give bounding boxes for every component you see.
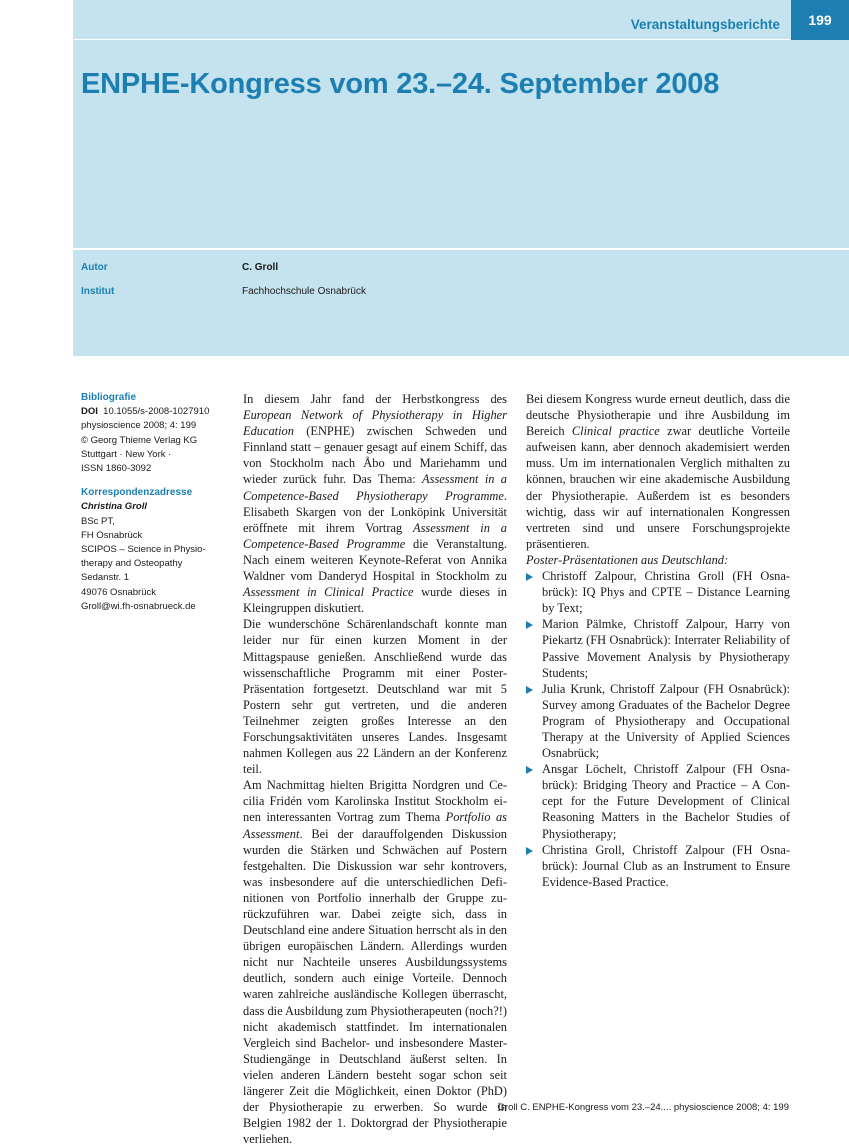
correspondence-line: therapy and Osteopathy <box>81 558 183 570</box>
text-run: (ENPHE) zwischen Schweden und Finnland statt – genauer gesagt auf einem Schiff, das von Stockholm nach Åbo und Mariehamm und wieder zurück fuhr. Das Thema: <box>243 424 507 487</box>
text-run-italic: Assessment in a Competence-Based Physiotherapy Programme <box>243 472 507 503</box>
section-label: Veranstaltungsberichte <box>630 17 780 32</box>
triangle-bullet-icon <box>526 766 533 774</box>
copyright-line: © Georg Thieme Verlag KG <box>81 434 198 446</box>
triangle-bullet-icon <box>526 847 533 855</box>
poster-entry: Christina Groll, Christoff Zalpour (FH Osnabrück): Journal Club as an Instrument to Ensure Evidence-Based Practice. <box>542 842 790 889</box>
correspondence-line: SCIPOS – Science in Physio- <box>81 544 206 556</box>
header-divider <box>73 39 849 40</box>
list-item <box>526 681 790 761</box>
text-run: In diesem Jahr fand der Herbstkongress des <box>243 392 507 406</box>
bibliography-heading: Bibliografie <box>81 392 137 403</box>
text-run-italic: European Network of Physiotherapy in Higher Education <box>243 408 507 439</box>
page-number: 199 <box>791 0 849 40</box>
text-run: Am Nachmittag hielten Brigitta Nordgren und Cecilia Fridén vom Karolinska Institut Stockholm einen interessanten Vortrag zum Thema <box>243 778 507 825</box>
meta-band <box>73 250 849 356</box>
text-run: wurde dieses in Kleingruppen diskutiert. <box>243 585 507 616</box>
body-column-1 <box>243 391 507 1147</box>
text-run-italic: Portfolio as Assessment <box>243 810 507 841</box>
correspondence-email: Groll@wi.fh-osnabrueck.de <box>81 600 196 612</box>
paragraph-intro <box>243 391 507 616</box>
author-value: C. Groll <box>242 262 279 273</box>
correspondence-line: 49076 Osnabrück <box>81 586 156 598</box>
list-item <box>526 568 790 616</box>
sidebar <box>81 391 231 614</box>
doi-label: DOI <box>81 406 98 418</box>
publisher-location: Stuttgart · New York · <box>81 448 172 460</box>
correspondence-heading: Korrespondenzadresse <box>81 487 193 499</box>
correspondence-line: Sedanstr. 1 <box>81 572 130 584</box>
triangle-bullet-icon <box>526 686 533 694</box>
list-item <box>526 842 790 890</box>
text-run: . Elisabeth Skargen von der Lonköpink Universität eröffnete mit ihrem Vortrag <box>243 488 507 535</box>
text-run: . Bei der darauffolgenden Diskussion wurden die Stärken und Schwächen auf Postern festgehalten. Die Diskussion war sehr kontrovers, was insbesondere auf die unterschiedlichen Definitionen von Portfolio innerhalb der Gruppe zurückzuführen war. Dabei zeigte sich, dass in Deutschland eine andere Situation herrscht als in den übrigen europäischen Ländern. Allerdings wurden nicht nur Nachteile unseres Ausbildungssystems deutlich, sondern auch einige Vorteile. Dennoch waren zahlreiche ausländische Kollegen überrascht, dass die Ausbildung zum Physiotherapeuten (noch?!) nicht akademisch stattfindet. Im internationalen Vergleich sind Bachelor- und insbesondere Master-Studiengänge in Deutschland äußerst selten. In vielen anderen Ländern besteht sogar schon seit längerer Zeit die Möglichkeit, einen Doktor (PhD) der Physiotherapie zu erwerben. So wurde in Belgien 1982 der 1. Doktorgrad der Physiotherapie verliehen. <box>243 826 507 1147</box>
list-item <box>526 616 790 680</box>
triangle-bullet-icon <box>526 573 533 581</box>
header-band <box>73 0 849 248</box>
poster-list <box>526 568 790 890</box>
poster-entry: Ansgar Löchelt, Christoff Zalpour (FH Osnabrück): Bridging Theory and Practice – A Concept for the Future Development of Clinical Reasoning Matters in the Bachelor Studies of Physiotherapy; <box>542 762 790 841</box>
text-run-italic: Clinical practice <box>571 424 660 439</box>
list-item <box>526 761 790 841</box>
doi-line <box>81 405 231 419</box>
article-title: ENPHE-Kongress vom 23.–24. September 2008 <box>81 68 720 100</box>
text-run-italic: Assessment in Clinical Practice <box>243 585 414 600</box>
institute-value: Fachhochschule Osnabrück <box>242 286 366 297</box>
journal-line: physioscience 2008; 4: 199 <box>81 420 197 432</box>
text-run: Bei diesem Kongress wurde erneut deutlich, dass die deutsche Physiotherapie und ihre Ausbildung im Bereich <box>526 392 790 439</box>
text-run: die Veranstaltung. Nach einem weiteren Keynote-Referat von Annika Waldner vom Danderyd Hospital in Stockholm zu <box>243 536 507 584</box>
correspondence-line: BSc PT, <box>81 515 115 527</box>
doi-value: 10.1055/s-2008-1027910 <box>103 406 210 418</box>
poster-entry: Julia Krunk, Christoff Zalpour (FH Osnabrück): Survey among Graduates of the Bachelor Degree Program of Physiotherapy and Occupational Therapy at the University of Applied Sciences Osnabrück; <box>542 681 790 761</box>
paragraph-conclusion <box>526 391 790 552</box>
poster-heading: Poster-Präsentationen aus Deutschland: <box>526 552 729 567</box>
institute-label: Institut <box>81 286 115 297</box>
correspondence-line: FH Osnabrück <box>81 529 143 541</box>
paragraph-portfolio <box>243 777 507 1147</box>
issn-line: ISSN 1860-3092 <box>81 463 152 475</box>
poster-entry: Marion Pälmke, Christoff Zalpour, Harry von Piekartz (FH Osnabrück): Interrater Reliability of Passive Movement Analysis by Physiotherapy Students; <box>542 617 790 680</box>
footer-citation: Groll C. ENPHE-Kongress vom 23.–24.... physioscience 2008; 4: 199 <box>497 1102 789 1113</box>
poster-entry: Christoff Zalpour, Christina Groll (FH Osnabrück): IQ Phys and CPTE – Distance Learning by Text; <box>542 569 790 616</box>
triangle-bullet-icon <box>526 621 533 629</box>
correspondence-name: Christina Groll <box>81 501 147 513</box>
paragraph-landscape: Die wunderschöne Schärenlandschaft konnte man leider nur für einen kurzen Moment in der Mittagspause genießen. Anschließend wurde das wissenschaftliche Programm mit einer Poster-Präsentation fortgesetzt. Deutschland war mit 5 Postern sehr gut vertreten, und die anderen Teilnehmer zeigten großes Interesse an den Forschungsaktivitäten unseres Landes. Insgesamt nahmen Kollegen aus 22 Ländern an der Konferenz teil. <box>243 617 507 777</box>
text-run-italic: Assessment in a Competence-Based Programme <box>243 520 507 551</box>
author-label: Autor <box>81 262 108 273</box>
body-column-2 <box>526 391 790 890</box>
text-run: zwar deutliche Vorteile aufweisen kann, aber dennoch akademisiert werden muss. Um im internationalen Verglich mithalten zu können, brauchen wir eine akademische Ausbildung der Physiotherapie. Außerdem ist es besonders wichtig, dass wir auf internationalen Kongressen vertreten sind und unsere Forschungsprojekte präsentieren. <box>526 424 790 551</box>
